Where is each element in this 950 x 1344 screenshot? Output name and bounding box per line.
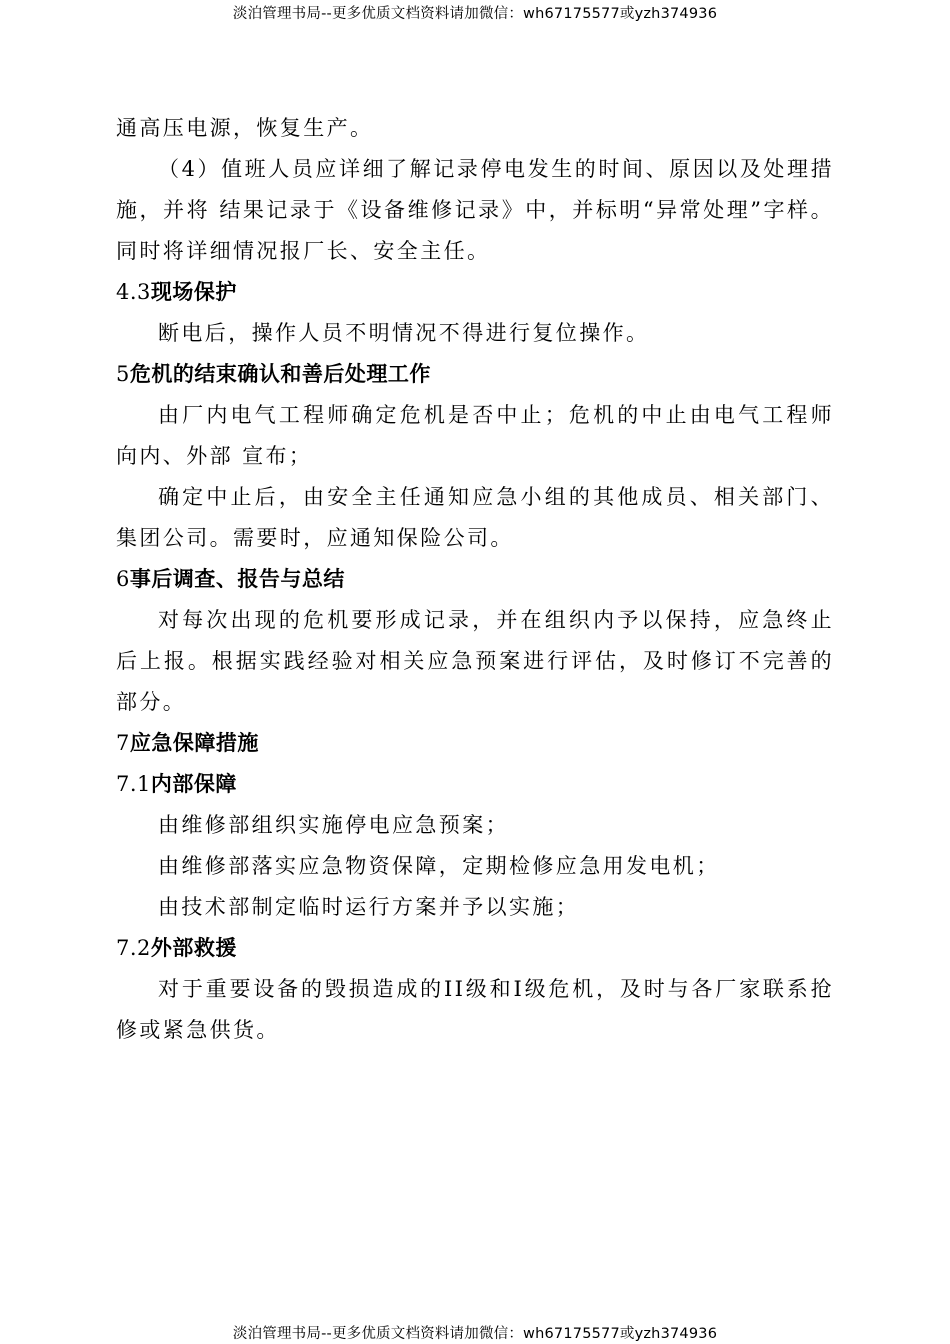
paragraph: 由维修部落实应急物资保障，定期检修应急用发电机； [158,854,720,878]
section-number: 6 [116,567,130,591]
section-number: 7.1 [116,772,151,796]
section-title: 事后调查、报告与总结 [129,567,345,591]
section-title: 应急保障措施 [129,731,259,755]
section-title: 危机的结束确认和善后处理工作 [129,362,431,386]
document-body [116,108,834,1051]
paragraph: 断电后，操作人员不明情况不得进行复位操作。 [158,321,650,345]
paragraph: 通高压电源，恢复生产。 [116,116,374,140]
section-heading-7 [116,723,834,764]
section-heading-6 [116,559,834,600]
paragraph: 由厂内电气工程师确定危机是否中止；危机的中止由电气工程师向内、外部 宣布； [116,403,834,468]
paragraph: 由维修部组织实施停电应急预案； [158,813,509,837]
section-number: 4.3 [116,280,151,304]
paragraph: 确定中止后，由安全主任通知应急小组的其他成员、相关部门、集团公司。需要时，应通知保险公司。 [116,485,834,550]
section-title: 现场保护 [150,280,237,304]
section-heading-7-1 [116,764,834,805]
paragraph: 对于重要设备的毁损造成的II级和I级危机，及时与各厂家联系抢修或紧急供货。 [116,977,834,1042]
paragraph: （4）值班人员应详细了解记录停电发生的时间、原因以及处理措施，并将 结果记录于《设备维修记录》中，并标明“异常处理”字样。同时将详细情况报厂长、安全主任。 [116,157,834,263]
section-number: 7 [116,731,130,755]
paragraph: 由技术部制定临时运行方案并予以实施； [158,895,580,919]
section-heading-4-3 [116,272,834,313]
section-heading-7-2 [116,928,834,969]
page-header: 淡泊管理书局--更多优质文档资料请加微信：wh67175577或yzh374936 [232,6,718,22]
page-footer: 淡泊管理书局--更多优质文档资料请加微信：wh67175577或yzh374936 [232,1326,718,1342]
section-title: 外部救援 [150,936,237,960]
section-number: 7.2 [116,936,151,960]
section-title: 内部保障 [150,772,237,796]
section-number: 5 [116,362,130,386]
section-heading-5 [116,354,834,395]
paragraph: 对每次出现的危机要形成记录，并在组织内予以保持，应急终止后上报。根据实践经验对相关应急预案进行评估，及时修订不完善的部分。 [116,608,834,714]
